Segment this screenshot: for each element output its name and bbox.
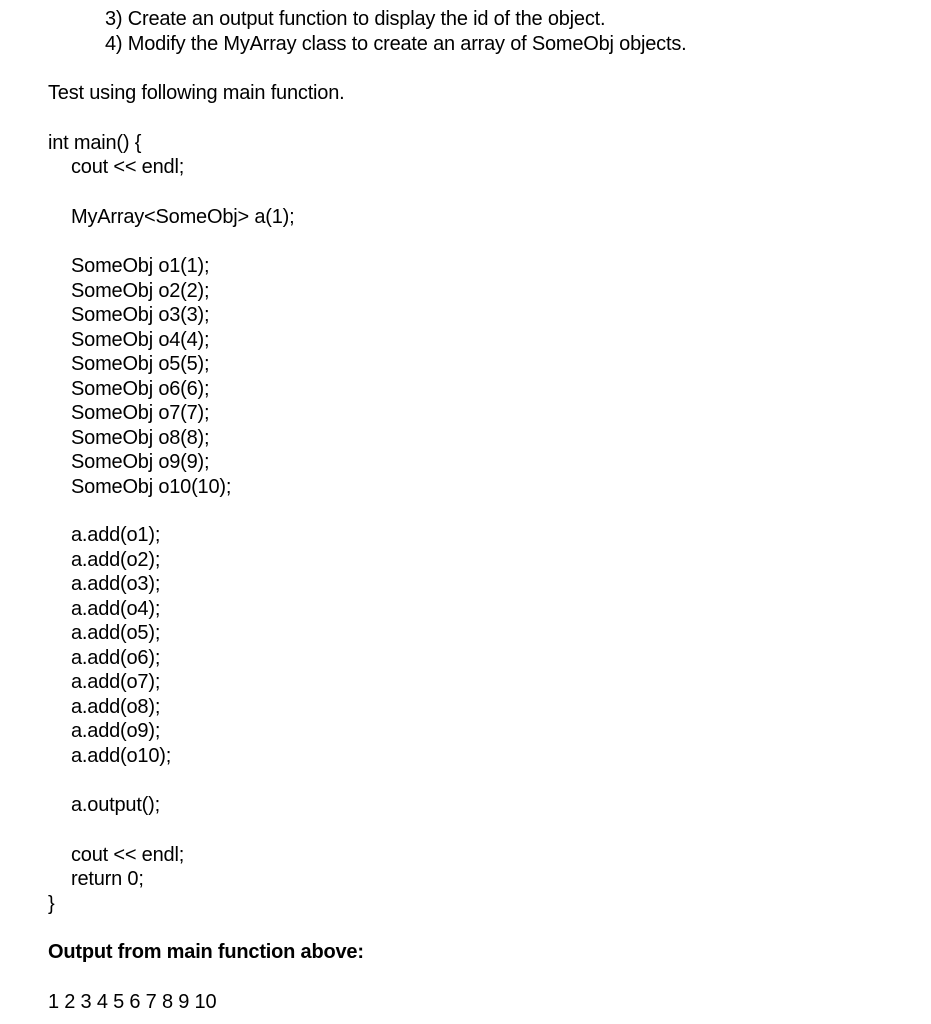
code-object-decl: SomeObj o1(1);	[71, 255, 210, 277]
code-add-call: a.add(o4);	[71, 598, 161, 620]
code-object-decl: SomeObj o2(2);	[71, 280, 210, 302]
code-object-decl: SomeObj o5(5);	[71, 353, 210, 375]
code-cout-first: cout << endl;	[71, 156, 185, 178]
code-object-decl: SomeObj o10(10);	[71, 476, 232, 498]
code-return: return 0;	[71, 868, 144, 890]
code-add-call: a.add(o5);	[71, 622, 161, 644]
code-add-call: a.add(o10);	[71, 745, 172, 767]
output-value: 1 2 3 4 5 6 7 8 9 10	[48, 991, 217, 1013]
code-add-call: a.add(o3);	[71, 573, 161, 595]
code-object-decl: SomeObj o7(7);	[71, 402, 210, 424]
instruction-step-3: 3) Create an output function to display the id of the object.	[105, 8, 606, 30]
code-main-close: }	[48, 893, 55, 915]
code-object-decl: SomeObj o8(8);	[71, 427, 210, 449]
code-add-call: a.add(o6);	[71, 647, 161, 669]
code-object-decl: SomeObj o3(3);	[71, 304, 210, 326]
code-object-decl: SomeObj o6(6);	[71, 378, 210, 400]
code-output-call: a.output();	[71, 794, 160, 816]
output-heading: Output from main function above:	[48, 941, 364, 963]
code-add-call: a.add(o8);	[71, 696, 161, 718]
code-array-decl: MyArray<SomeObj> a(1);	[71, 206, 295, 228]
code-object-decl: SomeObj o9(9);	[71, 451, 210, 473]
code-cout-last: cout << endl;	[71, 844, 185, 866]
code-add-call: a.add(o7);	[71, 671, 161, 693]
code-add-call: a.add(o9);	[71, 720, 161, 742]
test-intro: Test using following main function.	[48, 82, 345, 104]
instruction-step-4: 4) Modify the MyArray class to create an array of SomeObj objects.	[105, 33, 687, 55]
code-add-call: a.add(o1);	[71, 524, 161, 546]
code-add-call: a.add(o2);	[71, 549, 161, 571]
code-main-open: int main() {	[48, 132, 142, 154]
code-object-decl: SomeObj o4(4);	[71, 329, 210, 351]
